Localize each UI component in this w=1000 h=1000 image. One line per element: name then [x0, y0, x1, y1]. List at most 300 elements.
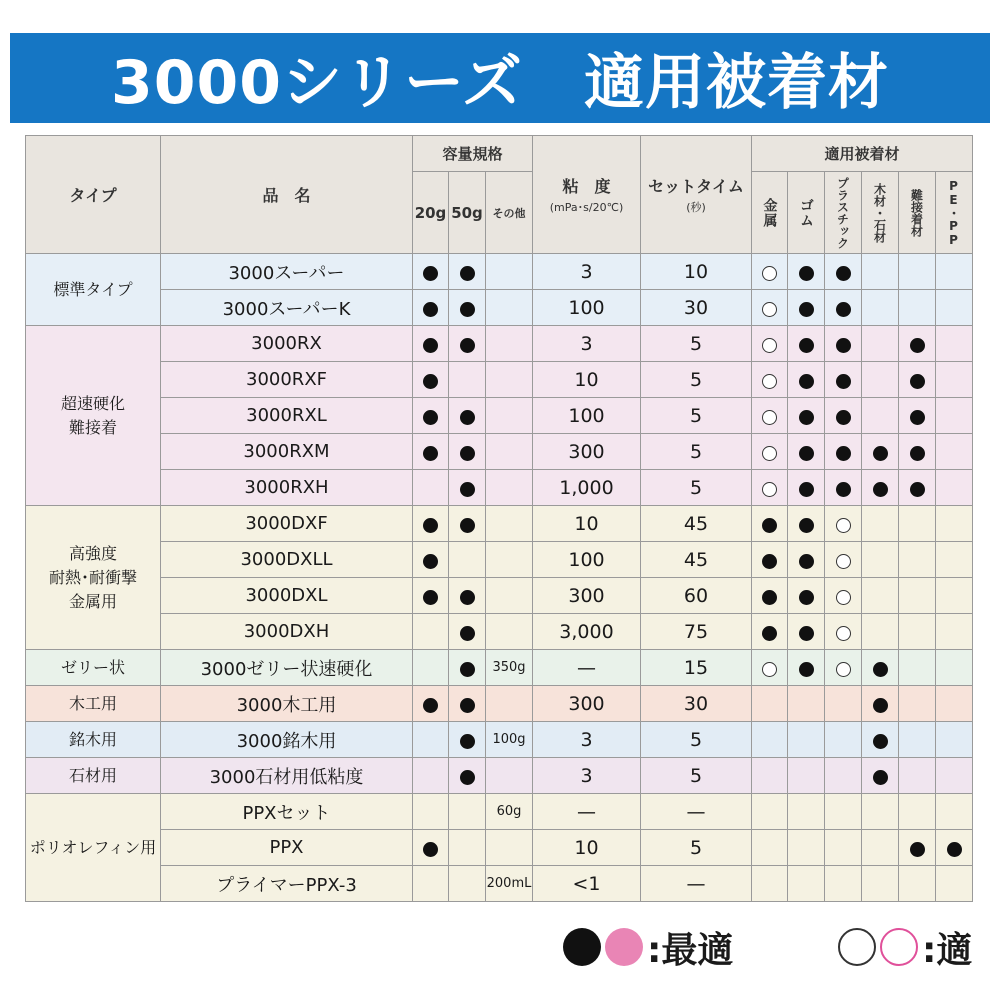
- open-circle-icon: [836, 626, 851, 641]
- filled-circle-icon: [947, 842, 962, 857]
- product-name-cell: 3000DXF: [161, 506, 413, 542]
- pepp-cell: [936, 686, 973, 722]
- filled-circle-icon: [460, 698, 475, 713]
- wood-cell: [862, 866, 899, 902]
- filled-circle-icon: [460, 590, 475, 605]
- diff-mark-cell: [899, 362, 936, 398]
- open-circle-icon: [836, 662, 851, 677]
- metal-cell: [752, 866, 788, 902]
- metal-mark-cell: [752, 542, 788, 578]
- diff-mark-cell: [899, 326, 936, 362]
- pepp-cell: [936, 326, 973, 362]
- metal-mark-cell: [752, 254, 788, 290]
- c50-mark-cell: [449, 254, 486, 290]
- filled-circle-icon: [799, 446, 814, 461]
- header-rubber: ゴム: [788, 172, 825, 254]
- product-name-cell: PPXセット: [161, 794, 413, 830]
- set-cell: 5: [641, 398, 752, 434]
- product-name-cell: 3000銘木用: [161, 722, 413, 758]
- other-cell: [486, 326, 533, 362]
- table-row: [26, 434, 973, 470]
- table-row: [26, 614, 973, 650]
- filled-circle-icon: [423, 518, 438, 533]
- filled-circle-icon: [836, 266, 851, 281]
- table-row: [26, 866, 973, 902]
- metal-mark-cell: [752, 434, 788, 470]
- header-type: タイプ: [26, 136, 161, 254]
- header-difficult: 難接着材: [899, 172, 936, 254]
- table-row: [26, 650, 973, 686]
- c50-mark-cell: [449, 434, 486, 470]
- plastic-cell: [825, 722, 862, 758]
- c20-mark-cell: [413, 506, 449, 542]
- c50-cell: [449, 542, 486, 578]
- plastic-cell: [825, 758, 862, 794]
- set-cell: 5: [641, 722, 752, 758]
- legend-ok-label: :適: [922, 929, 973, 971]
- wood-cell: [862, 506, 899, 542]
- pepp-cell: [936, 650, 973, 686]
- filled-circle-icon: [460, 266, 475, 281]
- rubber-cell: [788, 794, 825, 830]
- rubber-cell: [788, 830, 825, 866]
- c50-mark-cell: [449, 326, 486, 362]
- rubber-mark-cell: [788, 398, 825, 434]
- other-cell: 350g: [486, 650, 533, 686]
- plastic-cell: [825, 830, 862, 866]
- filled-circle-icon: [910, 842, 925, 857]
- rubber-mark-cell: [788, 434, 825, 470]
- other-cell: [486, 578, 533, 614]
- diff-cell: [899, 614, 936, 650]
- plastic-cell: [825, 686, 862, 722]
- filled-circle-icon: [836, 410, 851, 425]
- diff-cell: [899, 290, 936, 326]
- pepp-cell: [936, 362, 973, 398]
- table-row: [26, 290, 973, 326]
- product-name-cell: 3000木工用: [161, 686, 413, 722]
- c20-cell: [413, 866, 449, 902]
- c50-cell: [449, 866, 486, 902]
- c50-mark-cell: [449, 758, 486, 794]
- c50-mark-cell: [449, 614, 486, 650]
- visc-cell: 300: [533, 434, 641, 470]
- product-name-cell: 3000RXL: [161, 398, 413, 434]
- header-wood-stone: 木材･石材: [862, 172, 899, 254]
- rubber-mark-cell: [788, 578, 825, 614]
- table-row: [26, 506, 973, 542]
- c20-mark-cell: [413, 686, 449, 722]
- open-circle-icon: [762, 482, 777, 497]
- filled-circle-icon: [799, 374, 814, 389]
- header-pepp: PE･PP: [936, 172, 973, 254]
- set-cell: 30: [641, 290, 752, 326]
- set-cell: 60: [641, 578, 752, 614]
- product-name-cell: 3000RX: [161, 326, 413, 362]
- metal-cell: [752, 830, 788, 866]
- type-cell: 木工用: [26, 686, 161, 722]
- metal-mark-cell: [752, 362, 788, 398]
- product-name-cell: 3000DXH: [161, 614, 413, 650]
- filled-circle-icon: [460, 446, 475, 461]
- wood-mark-cell: [862, 686, 899, 722]
- other-cell: [486, 686, 533, 722]
- filled-circle-icon: [910, 482, 925, 497]
- header-plastic: プラスチック: [825, 172, 862, 254]
- pepp-cell: [936, 470, 973, 506]
- title-banner: [10, 33, 990, 123]
- header-name: 品 名: [161, 136, 413, 254]
- other-cell: [486, 614, 533, 650]
- filled-circle-icon: [836, 374, 851, 389]
- pepp-cell: [936, 794, 973, 830]
- filled-circle-icon: [423, 302, 438, 317]
- filled-circle-icon: [423, 338, 438, 353]
- other-cell: [486, 254, 533, 290]
- wood-cell: [862, 794, 899, 830]
- rubber-mark-cell: [788, 290, 825, 326]
- visc-cell: 300: [533, 578, 641, 614]
- filled-circle-icon: [799, 554, 814, 569]
- c20-cell: [413, 758, 449, 794]
- filled-circle-icon: [873, 482, 888, 497]
- diff-cell: [899, 506, 936, 542]
- c20-mark-cell: [413, 830, 449, 866]
- filled-circle-icon: [910, 446, 925, 461]
- rubber-mark-cell: [788, 542, 825, 578]
- pepp-cell: [936, 614, 973, 650]
- c20-cell: [413, 470, 449, 506]
- filled-circle-icon: [799, 662, 814, 677]
- product-name-cell: 3000石材用低粘度: [161, 758, 413, 794]
- filled-circle-icon: [460, 662, 475, 677]
- c20-mark-cell: [413, 326, 449, 362]
- visc-cell: —: [533, 794, 641, 830]
- metal-mark-cell: [752, 506, 788, 542]
- legend-ok: [838, 925, 972, 969]
- plastic-mark-cell: [825, 650, 862, 686]
- filled-circle-icon: [836, 338, 851, 353]
- filled-circle-icon: [423, 698, 438, 713]
- c50-mark-cell: [449, 506, 486, 542]
- filled-circle-icon: [762, 518, 777, 533]
- diff-cell: [899, 794, 936, 830]
- table-row: [26, 398, 973, 434]
- header-capacity: 容量規格: [413, 136, 533, 172]
- header-viscosity: 粘 度 (mPa･s/20℃): [533, 136, 641, 254]
- table-header: [26, 136, 973, 254]
- other-cell: [486, 290, 533, 326]
- visc-cell: 100: [533, 290, 641, 326]
- other-cell: [486, 362, 533, 398]
- filled-circle-icon: [423, 266, 438, 281]
- filled-circle-icon: [423, 410, 438, 425]
- c20-mark-cell: [413, 434, 449, 470]
- other-cell: [486, 470, 533, 506]
- header-materials: 適用被着材: [752, 136, 973, 172]
- open-circle-icon: [836, 554, 851, 569]
- filled-circle-icon: [910, 374, 925, 389]
- filled-circle-icon: [873, 734, 888, 749]
- wood-cell: [862, 326, 899, 362]
- filled-circle-icon: [799, 482, 814, 497]
- filled-circle-icon: [460, 410, 475, 425]
- rubber-mark-cell: [788, 362, 825, 398]
- other-cell: [486, 830, 533, 866]
- filled-circle-icon: [762, 626, 777, 641]
- filled-circle-icon: [799, 338, 814, 353]
- table-body: [26, 254, 973, 902]
- header-settime: セットタイム (秒): [641, 136, 752, 254]
- rubber-cell: [788, 686, 825, 722]
- filled-circle-icon: [762, 554, 777, 569]
- filled-circle-icon: [460, 518, 475, 533]
- set-cell: 5: [641, 434, 752, 470]
- filled-circle-icon: [762, 590, 777, 605]
- filled-circle-icon: [460, 626, 475, 641]
- c50-cell: [449, 362, 486, 398]
- wood-cell: [862, 830, 899, 866]
- visc-cell: 10: [533, 506, 641, 542]
- c20-cell: [413, 794, 449, 830]
- visc-cell: 1,000: [533, 470, 641, 506]
- set-cell: 75: [641, 614, 752, 650]
- legend-pink-open-circle: [880, 928, 918, 966]
- filled-circle-icon: [799, 590, 814, 605]
- table-row: [26, 470, 973, 506]
- wood-mark-cell: [862, 434, 899, 470]
- metal-cell: [752, 758, 788, 794]
- wood-cell: [862, 578, 899, 614]
- diff-mark-cell: [899, 470, 936, 506]
- filled-circle-icon: [836, 446, 851, 461]
- other-cell: [486, 434, 533, 470]
- rubber-cell: [788, 722, 825, 758]
- table-row: [26, 794, 973, 830]
- plastic-mark-cell: [825, 326, 862, 362]
- pepp-cell: [936, 398, 973, 434]
- plastic-mark-cell: [825, 362, 862, 398]
- diff-cell: [899, 686, 936, 722]
- filled-circle-icon: [910, 338, 925, 353]
- product-name-cell: 3000DXLL: [161, 542, 413, 578]
- product-name-cell: 3000スーパー: [161, 254, 413, 290]
- product-name-cell: 3000スーパーK: [161, 290, 413, 326]
- filled-circle-icon: [799, 518, 814, 533]
- visc-cell: 3: [533, 326, 641, 362]
- filled-circle-icon: [423, 554, 438, 569]
- diff-cell: [899, 650, 936, 686]
- legend-best-label: :最適: [647, 929, 734, 971]
- open-circle-icon: [762, 266, 777, 281]
- plastic-cell: [825, 866, 862, 902]
- c20-mark-cell: [413, 290, 449, 326]
- set-cell: 5: [641, 470, 752, 506]
- c20-mark-cell: [413, 362, 449, 398]
- open-circle-icon: [762, 302, 777, 317]
- rubber-mark-cell: [788, 506, 825, 542]
- other-cell: 60g: [486, 794, 533, 830]
- c50-mark-cell: [449, 290, 486, 326]
- c20-cell: [413, 650, 449, 686]
- legend-best: [563, 925, 733, 969]
- set-cell: 45: [641, 506, 752, 542]
- filled-circle-icon: [460, 338, 475, 353]
- type-cell: 超速硬化 難接着: [26, 326, 161, 506]
- rubber-mark-cell: [788, 254, 825, 290]
- diff-cell: [899, 542, 936, 578]
- product-name-cell: PPX: [161, 830, 413, 866]
- wood-cell: [862, 614, 899, 650]
- c50-mark-cell: [449, 578, 486, 614]
- pepp-mark-cell: [936, 830, 973, 866]
- plastic-mark-cell: [825, 506, 862, 542]
- header-20g: 20g: [413, 172, 449, 254]
- metal-mark-cell: [752, 578, 788, 614]
- product-name-cell: 3000RXF: [161, 362, 413, 398]
- c50-mark-cell: [449, 470, 486, 506]
- c20-mark-cell: [413, 254, 449, 290]
- table-row: [26, 830, 973, 866]
- open-circle-icon: [762, 410, 777, 425]
- visc-cell: 3: [533, 758, 641, 794]
- type-cell: 銘木用: [26, 722, 161, 758]
- wood-mark-cell: [862, 470, 899, 506]
- c20-mark-cell: [413, 398, 449, 434]
- other-cell: [486, 758, 533, 794]
- filled-circle-icon: [873, 662, 888, 677]
- wood-cell: [862, 290, 899, 326]
- other-cell: [486, 398, 533, 434]
- diff-cell: [899, 722, 936, 758]
- header-50g: 50g: [449, 172, 486, 254]
- page-title: 3000シリーズ 適用被着材: [111, 48, 889, 118]
- set-cell: 45: [641, 542, 752, 578]
- visc-cell: 300: [533, 686, 641, 722]
- set-cell: 5: [641, 362, 752, 398]
- filled-circle-icon: [836, 482, 851, 497]
- diff-cell: [899, 866, 936, 902]
- product-name-cell: 3000RXM: [161, 434, 413, 470]
- filled-circle-icon: [873, 446, 888, 461]
- c50-mark-cell: [449, 686, 486, 722]
- c50-cell: [449, 830, 486, 866]
- plastic-mark-cell: [825, 542, 862, 578]
- filled-circle-icon: [460, 482, 475, 497]
- type-cell: 高強度 耐熱･耐衝撃 金属用: [26, 506, 161, 650]
- pepp-cell: [936, 434, 973, 470]
- c20-mark-cell: [413, 542, 449, 578]
- filled-circle-icon: [423, 590, 438, 605]
- table-row: [26, 686, 973, 722]
- set-cell: —: [641, 866, 752, 902]
- metal-cell: [752, 722, 788, 758]
- type-cell: 石材用: [26, 758, 161, 794]
- wood-mark-cell: [862, 758, 899, 794]
- pepp-cell: [936, 506, 973, 542]
- c50-cell: [449, 794, 486, 830]
- type-cell: 標準タイプ: [26, 254, 161, 326]
- wood-cell: [862, 362, 899, 398]
- filled-circle-icon: [873, 698, 888, 713]
- c20-cell: [413, 722, 449, 758]
- c50-mark-cell: [449, 398, 486, 434]
- filled-circle-icon: [460, 770, 475, 785]
- set-cell: —: [641, 794, 752, 830]
- plastic-mark-cell: [825, 398, 862, 434]
- visc-cell: 10: [533, 830, 641, 866]
- diff-cell: [899, 578, 936, 614]
- set-cell: 30: [641, 686, 752, 722]
- metal-mark-cell: [752, 398, 788, 434]
- visc-cell: 3: [533, 254, 641, 290]
- product-name-cell: 3000RXH: [161, 470, 413, 506]
- metal-mark-cell: [752, 470, 788, 506]
- pepp-cell: [936, 578, 973, 614]
- visc-cell: 10: [533, 362, 641, 398]
- metal-cell: [752, 794, 788, 830]
- open-circle-icon: [762, 446, 777, 461]
- product-name-cell: 3000ゼリー状速硬化: [161, 650, 413, 686]
- metal-mark-cell: [752, 326, 788, 362]
- filled-circle-icon: [799, 410, 814, 425]
- other-cell: [486, 506, 533, 542]
- filled-circle-icon: [873, 770, 888, 785]
- plastic-mark-cell: [825, 290, 862, 326]
- plastic-mark-cell: [825, 578, 862, 614]
- pepp-cell: [936, 290, 973, 326]
- visc-cell: 3: [533, 722, 641, 758]
- legend-black-open-circle: [838, 928, 876, 966]
- open-circle-icon: [836, 590, 851, 605]
- header-other: その他: [486, 172, 533, 254]
- table-row: [26, 362, 973, 398]
- set-cell: 5: [641, 830, 752, 866]
- wood-cell: [862, 398, 899, 434]
- other-cell: 100g: [486, 722, 533, 758]
- filled-circle-icon: [423, 374, 438, 389]
- spec-table: [25, 135, 973, 902]
- pepp-cell: [936, 542, 973, 578]
- table-row: [26, 326, 973, 362]
- visc-cell: 100: [533, 398, 641, 434]
- set-cell: 10: [641, 254, 752, 290]
- wood-mark-cell: [862, 650, 899, 686]
- filled-circle-icon: [423, 842, 438, 857]
- header-metal: 金属: [752, 172, 788, 254]
- open-circle-icon: [762, 662, 777, 677]
- filled-circle-icon: [799, 302, 814, 317]
- table-row: [26, 254, 973, 290]
- set-cell: 5: [641, 758, 752, 794]
- diff-mark-cell: [899, 434, 936, 470]
- diff-mark-cell: [899, 830, 936, 866]
- wood-cell: [862, 542, 899, 578]
- pepp-cell: [936, 254, 973, 290]
- visc-cell: —: [533, 650, 641, 686]
- open-circle-icon: [762, 374, 777, 389]
- legend-black-filled-circle: [563, 928, 601, 966]
- metal-mark-cell: [752, 290, 788, 326]
- legend-pink-filled-circle: [605, 928, 643, 966]
- rubber-mark-cell: [788, 650, 825, 686]
- c20-mark-cell: [413, 578, 449, 614]
- open-circle-icon: [762, 338, 777, 353]
- type-cell: ゼリー状: [26, 650, 161, 686]
- pepp-cell: [936, 866, 973, 902]
- c20-cell: [413, 614, 449, 650]
- diff-cell: [899, 758, 936, 794]
